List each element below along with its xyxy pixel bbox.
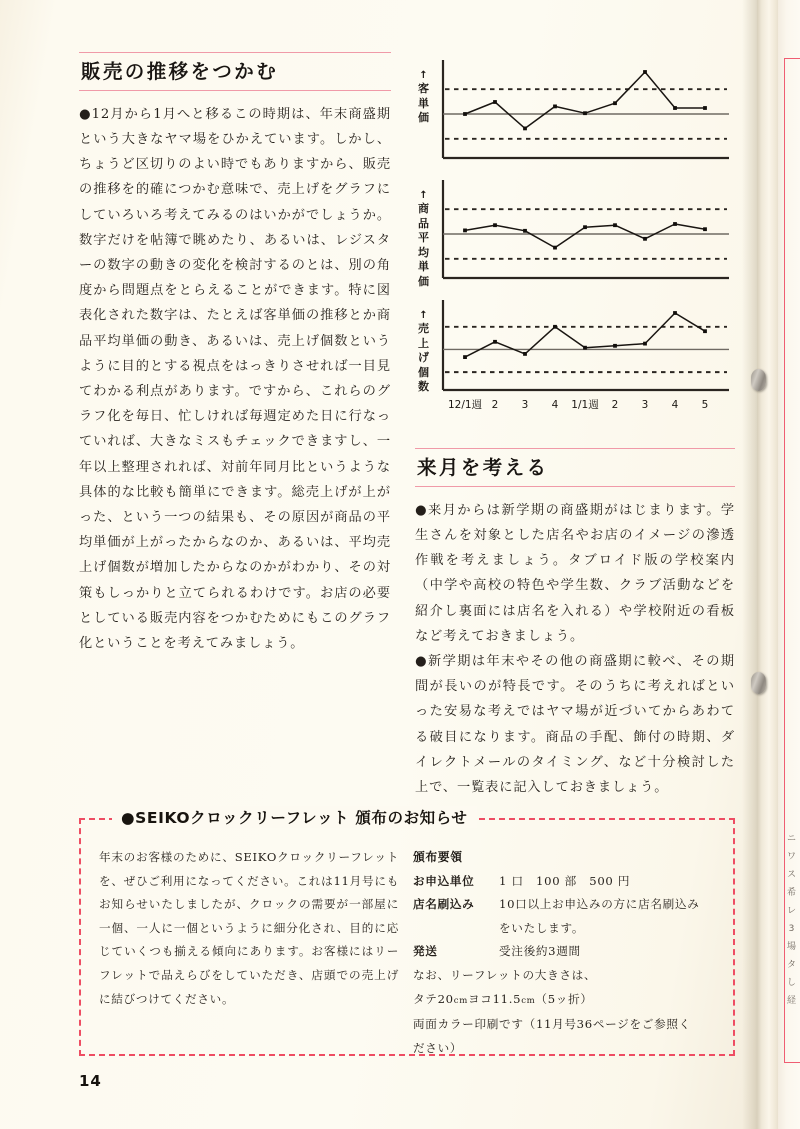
chart-data-point-8 [703, 329, 707, 333]
chart-data-point-7 [673, 106, 677, 110]
chart-data-point-7 [673, 222, 677, 226]
chart-data-point-2 [523, 352, 527, 356]
fragment-char: タ [786, 960, 796, 970]
paragraph: ●新学期は年末やその他の商盛期に較べ、その期間が長いのが特長です。そのうちに考えればといった安易な考えではヤマ場が近づいてからあわてる破目になります。商品の手配、飾付の時期、ダイレクトメールのタイミング、など十分検討した上で、一覧表に記入しておきましょう。 [415, 654, 735, 796]
chart-data-point-8 [703, 227, 707, 231]
axis-label-char: 売 [418, 322, 429, 335]
axis-label-char: 単 [418, 260, 429, 273]
chart-data-point-7 [673, 311, 677, 315]
terms-list [413, 870, 725, 964]
chart-data-line [465, 313, 705, 357]
staple-top [751, 369, 766, 391]
term-row [413, 870, 725, 894]
chart-1-y-axis-text [415, 82, 432, 126]
fragment-char: 場 [786, 942, 796, 952]
chart-x-tick-label-0: 12/1週 [447, 399, 483, 411]
seiko-body-text [99, 846, 399, 1011]
left-column [79, 52, 391, 656]
chart-data-point-3 [553, 105, 557, 109]
axis-label-char: 平 [418, 231, 429, 244]
chart-data-point-4 [583, 346, 587, 350]
chart-data-line [465, 72, 705, 128]
tail-line: 両面カラー印刷です（11月号36ページをご参照く [413, 1017, 691, 1032]
chart-3-y-axis-label [415, 310, 432, 395]
chart-3-plot-area [437, 294, 733, 434]
tail-line: ださい） [413, 1040, 463, 1055]
up-arrow-icon: ↑ [419, 310, 428, 321]
chart-data-point-3 [553, 325, 557, 329]
seiko-terms-column [413, 846, 725, 1060]
paragraph: ●来月からは新学期の商盛期がはじまります。学生さんを対象とした店名やお店のイメージの滲透作戦を考えましょう。タブロイド版の学校案内（中学や高校の特色や学生数、クラブ活動などを紹介し裏面には店名を入れる）や学校附近の看板など考えておきましょう。 [415, 502, 735, 644]
term-row [413, 940, 725, 964]
fragment-char: し [786, 978, 796, 988]
chart-data-point-2 [523, 229, 527, 233]
chart-average-product-price [415, 174, 735, 292]
chart-data-point-0 [463, 355, 467, 359]
term-continuation: をいたします。 [499, 920, 585, 935]
term-value: 1 口 100 部 500 円 [499, 873, 631, 888]
axis-label-char: 均 [418, 245, 429, 259]
axis-label-char: 価 [418, 111, 429, 124]
up-arrow-icon: ↑ [419, 70, 428, 81]
chart-x-tick-label-3: 4 [551, 399, 559, 411]
chart-data-point-5 [613, 344, 617, 348]
fragment-char: レ [786, 906, 796, 916]
chart-x-tick-label-8: 5 [701, 399, 709, 411]
article-body-right [415, 498, 735, 800]
staple-bottom [751, 672, 766, 694]
article-body-left [79, 102, 391, 656]
right-column [415, 52, 735, 800]
chart-x-tick-label-7: 4 [671, 399, 679, 411]
chart-sales-quantity [415, 294, 735, 434]
chart-x-tick-label-6: 3 [641, 399, 649, 411]
chart-1-plot-area [437, 54, 733, 172]
seiko-notice-content [79, 846, 735, 1060]
chart-x-tick-label-4: 1/1週 [571, 399, 599, 411]
term-label: 店名刷込み [413, 897, 475, 912]
axis-label-char: げ [418, 351, 429, 364]
term-label: 発送 [413, 944, 438, 959]
chart-data-point-0 [463, 229, 467, 233]
terms-tail-lines [413, 964, 725, 1060]
fragment-char: ワ [786, 852, 796, 862]
chart-data-point-6 [643, 70, 647, 74]
page-number: 14 [79, 1072, 102, 1090]
chart-x-tick-label-1: 2 [491, 399, 499, 411]
axis-label-char: 品 [418, 216, 429, 230]
chart-data-point-1 [493, 100, 497, 104]
term-row [413, 893, 725, 917]
chart-x-tick-label-2: 3 [521, 399, 529, 411]
chart-data-point-6 [643, 237, 647, 241]
seiko-notice-title: ●SEIKOクロックリーフレット 頒布のお知らせ [112, 806, 477, 828]
chart-2-plot-area [437, 174, 733, 292]
chart-data-point-0 [463, 112, 467, 116]
section-header-next-month [415, 448, 735, 487]
chart-1-y-axis-label [415, 70, 432, 126]
fragment-char: 希 [786, 888, 796, 898]
axis-label-char: 価 [418, 274, 429, 288]
fragment-char: ス [786, 870, 796, 880]
next-page-text-fragment [783, 830, 800, 1010]
section-header-sales-trend [79, 52, 391, 91]
seiko-body-column [99, 846, 399, 1060]
axis-label-char: 上 [418, 336, 429, 350]
chart-data-point-1 [493, 340, 497, 344]
fragment-char: 経 [786, 996, 796, 1006]
chart-data-point-5 [613, 223, 617, 227]
page-title: 販売の推移をつかむ [81, 60, 279, 83]
chart-data-point-5 [613, 101, 617, 105]
chart-customer-unit-price [415, 54, 735, 172]
chart-data-point-4 [583, 111, 587, 115]
chart-data-point-4 [583, 225, 587, 229]
up-arrow-icon: ↑ [419, 190, 428, 201]
term-label: お申込単位 [413, 873, 475, 888]
term-value: 10口以上お申込みの方に店名刷込み [499, 897, 700, 912]
chart-x-tick-label-5: 2 [611, 399, 619, 411]
chart-group [415, 54, 735, 434]
tail-line: なお、リーフレットの大きさは、 [413, 967, 597, 982]
axis-label-char: 商 [418, 202, 429, 215]
paragraph: ●12月から1月へと移るこの時期は、年末商盛期という大きなヤマ場をひかえています。しかし、ちょうど区切りのよい時でもありますから、販売の推移を的確につかむ意味で、売上げをグラフにしていろいろ考えてみるのはいかがでしょうか。数字だけを帖簿で眺めたり、あるいは、レジスターの数字の動きの変化を検討するのとは、別の角度から問題点をとらえることができます。特に図表化された数字は、たとえば客単価の推移とか商品平均単価の動き、あるいは、売上げ個数というように目的とする視点をはっきりさせれば一目見てわかる利点があります。ですから、これらのグラフ化を毎日、忙しければ毎週定めた日に行なっていれば、大きなミスもチェックできますし、一年以上整理されれば、対前年同月比というような具体的な比較も簡単にできます。総売上げが上がった、という一つの結果も、その原因が商品の平均単価が上がったからなのか、あるいは、平均売上げ個数が増加したからなのかがわかり、その対策もしっかりと立てられるわけです。お店の必要としている販売内容をつかむためにもこのグラフ化ということを考えてみましょう。 [79, 106, 391, 652]
chart-2-y-axis-label [415, 190, 432, 289]
terms-heading: 頒布要領 [413, 850, 463, 864]
tail-line: タテ20cmヨコ11.5cm（5ッ折） [413, 991, 593, 1006]
chart-3-y-axis-text [415, 322, 432, 395]
chart-data-point-6 [643, 342, 647, 346]
chart-data-point-8 [703, 106, 707, 110]
axis-label-char: 単 [418, 96, 429, 110]
axis-label-char: 個 [418, 365, 429, 379]
chart-data-point-1 [493, 223, 497, 227]
section-title-next-month: 来月を考える [417, 456, 549, 479]
chart-data-point-3 [553, 246, 557, 250]
term-value: 受注後約3週間 [499, 944, 581, 959]
fragment-char: ニ [786, 834, 796, 844]
axis-label-char: 客 [418, 82, 429, 95]
paragraph: 年末のお客様のために、SEIKOクロックリーフレットを、ぜひご利用になってください。これは11月号にもお知らせいたしましたが、クロックの需要が一部屋に一個、一人に一個というように細分化され、目的に応じていくつも揃える傾向にあります。お客様にはリーフレットで品えらびをしていただき、店頭での売上げに結びつけてください。 [99, 850, 399, 1006]
fragment-char: 3 [788, 924, 795, 934]
chart-2-y-axis-text [415, 202, 432, 289]
axis-label-char: 数 [418, 380, 429, 393]
chart-data-point-2 [523, 127, 527, 131]
